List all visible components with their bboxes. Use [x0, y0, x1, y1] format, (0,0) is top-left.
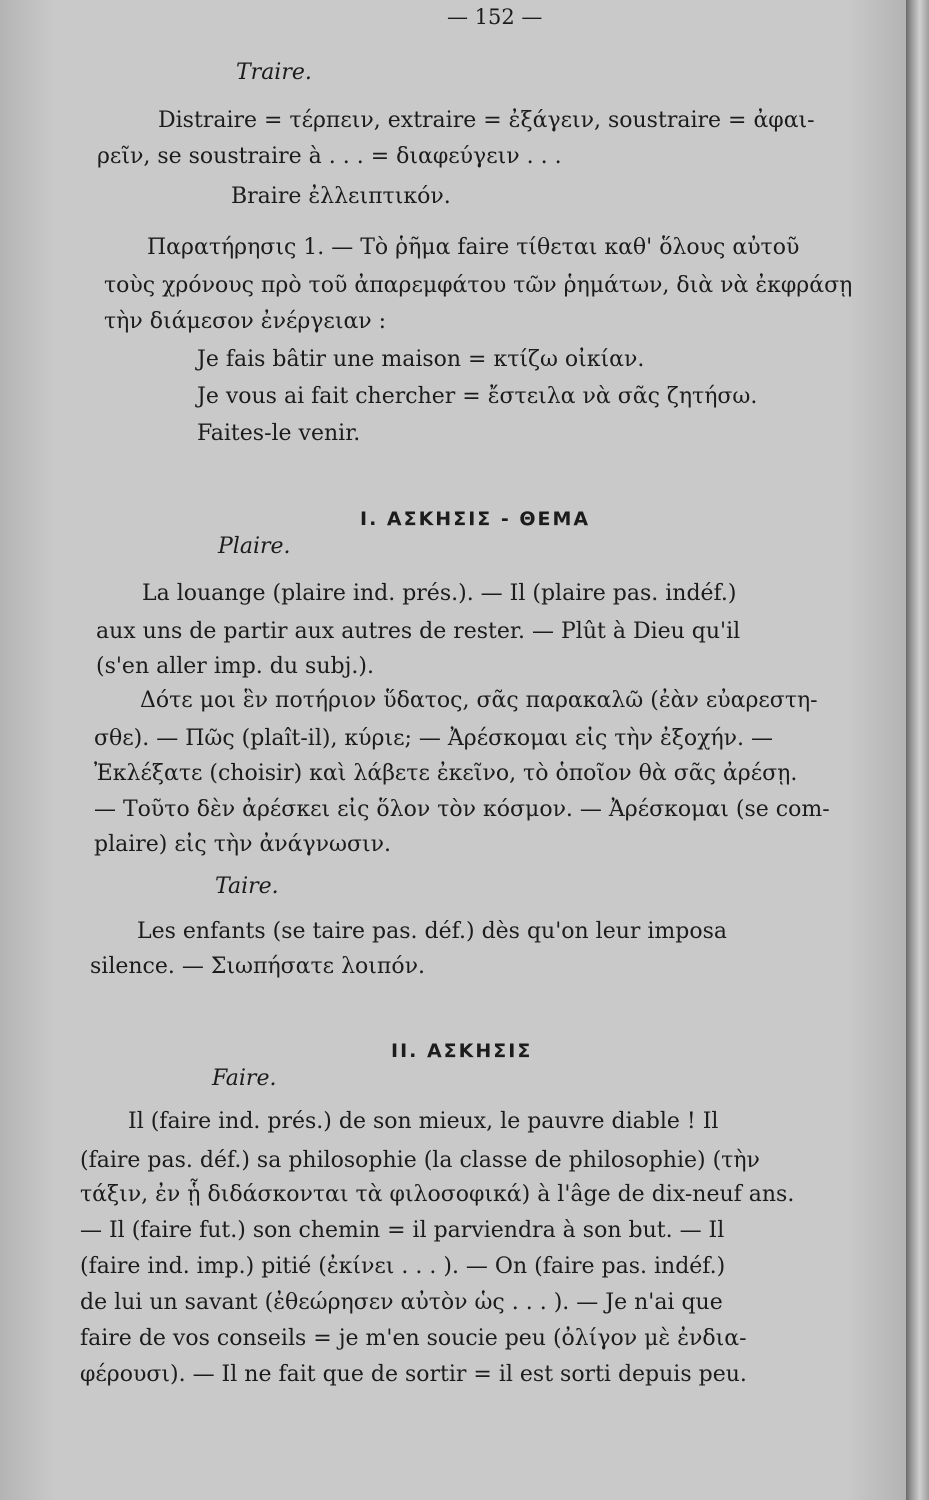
exercise-heading-1: I. ΑΣΚΗΣΙΣ - ΘΕΜΑ [360, 508, 591, 530]
text-line: Les enfants (se taire pas. déf.) dès qu'on leur imposa [137, 919, 728, 944]
text-line: (s'en aller imp. du subj.). [96, 654, 374, 679]
exercise-heading-2: II. ΑΣΚΗΣΙΣ [391, 1040, 533, 1062]
text-line: Distraire = τέρπειν, extraire = ἐξάγειν, soustraire = ἀφαι- [158, 108, 815, 133]
text-line: de lui un savant (ἐθεώρησεν αὐτὸν ὡς . . . ). — Je n'ai que [80, 1290, 723, 1315]
text-line: φέρουσι). — Il ne fait que de sortir = il est sorti depuis peu. [80, 1362, 747, 1387]
text-line: — Τοῦτο δὲν ἀρέσκει εἰς ὅλον τὸν κόσμον. — Ἀρέσκομαι (se com- [94, 797, 830, 822]
text-line: Il (faire ind. prés.) de son mieux, le pauvre diable ! Il [128, 1109, 719, 1134]
text-line: τάξιν, ἐν ᾗ διδάσκονται τὰ φιλοσοφικά) à l'âge de dix-neuf ans. [80, 1182, 795, 1207]
text-line: σθε). — Πῶς (plaît-il), κύριε; — Ἀρέσκομαι εἰς τὴν ἐξοχήν. — [94, 726, 774, 751]
text-line: plaire) εἰς τὴν ἀνάγνωσιν. [94, 832, 391, 857]
heading-faire: Faire. [212, 1066, 277, 1091]
text-line: Ἐκλέξατε (choisir) καὶ λάβετε ἐκεῖνο, τὸ ὁποῖον θὰ σᾶς ἀρέσῃ. [94, 761, 798, 786]
example-line: Faites-le venir. [197, 421, 361, 446]
text-line: (faire ind. imp.) pitié (ἐκίνει . . . ). — On (faire pas. indéf.) [80, 1254, 726, 1279]
text-line: — Il (faire fut.) son chemin = il parviendra à son but. — Il [80, 1218, 725, 1243]
page-edge-shadow [906, 0, 929, 1500]
example-line: Je fais bâtir une maison = κτίζω οἰκίαν. [197, 347, 645, 372]
text-line: La louange (plaire ind. prés.). — Il (plaire pas. indéf.) [142, 581, 737, 606]
text-line: (faire pas. déf.) sa philosophie (la classe de philosophie) (τὴν [80, 1148, 760, 1173]
example-line: Je vous ai fait chercher = ἔστειλα νὰ σᾶς ζητήσω. [197, 384, 758, 409]
text-line: τοὺς χρόνους πρὸ τοῦ ἀπαρεμφάτου τῶν ῥημάτων, διὰ νὰ ἐκφράσῃ [104, 273, 853, 298]
heading-plaire: Plaire. [218, 534, 291, 559]
text-line: silence. — Σιωπήσατε λοιπόν. [90, 954, 425, 979]
page-number: — 152 — [447, 5, 543, 29]
text-line: Δότε μοι ἓν ποτήριον ὕδατος, σᾶς παρακαλῶ (ἐὰν εὐαρεστη- [140, 688, 818, 713]
text-line: Braire ἐλλειπτικόν. [231, 184, 451, 209]
text-line: ρεῖν, se soustraire à . . . = διαφεύγειν . . . [97, 144, 562, 169]
heading-taire: Taire. [215, 874, 279, 899]
text-line: faire de vos conseils = je m'en soucie peu (ὀλίγον μὲ ἐνδια- [80, 1326, 747, 1351]
text-line: aux uns de partir aux autres de rester. — Plût à Dieu qu'il [96, 619, 741, 644]
heading-traire: Traire. [236, 60, 312, 85]
text-line: Παρατήρησις 1. — Τὸ ῥῆμα faire τίθεται καθ' ὅλους αὐτοῦ [147, 235, 800, 260]
text-line: τὴν διάμεσον ἐνέργειαν : [104, 309, 387, 334]
